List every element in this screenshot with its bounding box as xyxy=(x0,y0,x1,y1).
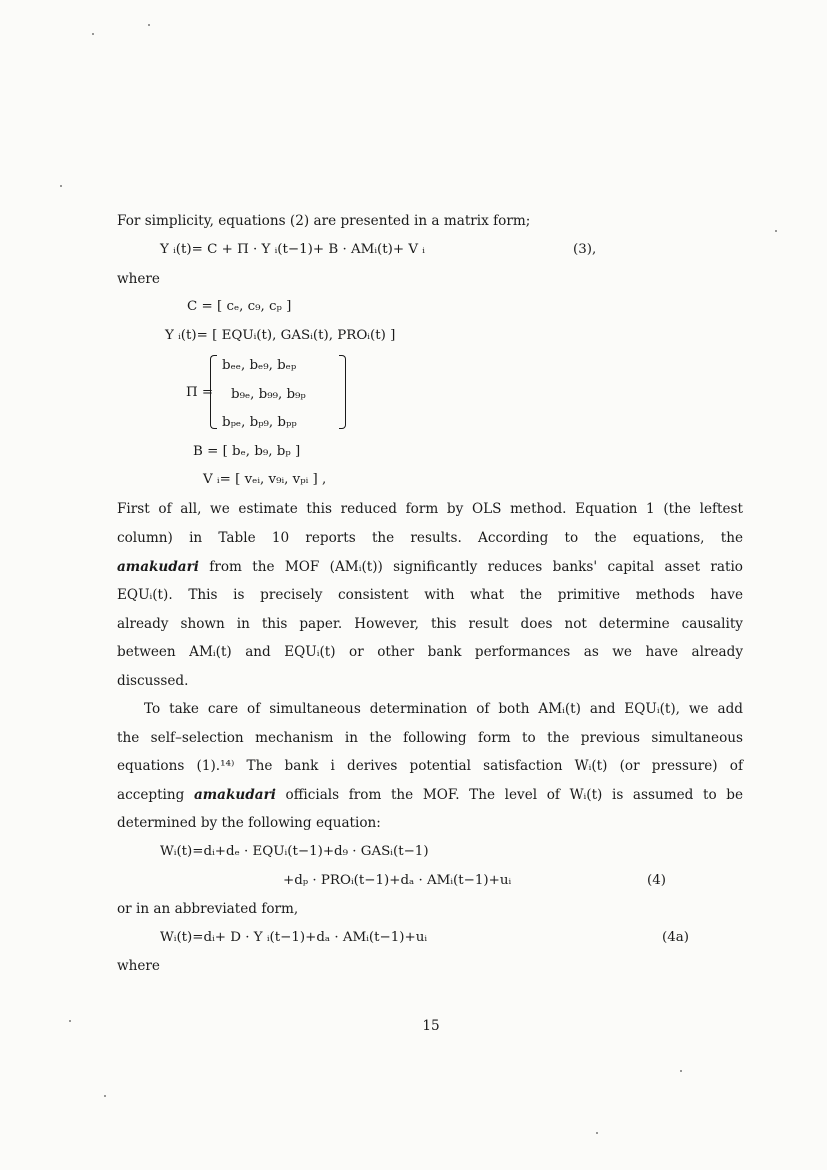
scan-speck xyxy=(148,24,150,26)
paragraph-1-line: First of all, we estimate this reduced form by OLS method. Equation 1 (the leftest xyxy=(117,501,743,517)
equation-4-line-1: Wᵢ(t)=dᵢ+dₑ · EQUᵢ(t−1)+d₉ · GASᵢ(t−1) xyxy=(160,844,429,859)
definition-c: C = [ cₑ, c₉, cₚ ] xyxy=(187,299,292,314)
paragraph-1-line: discussed. xyxy=(117,673,189,689)
scan-speck xyxy=(104,1095,106,1097)
pi-matrix-row: bₑₑ, bₑ₉, bₑₚ xyxy=(222,358,297,373)
paragraph-1-line: EQUᵢ(t). This is precisely consistent with what the primitive methods have xyxy=(117,587,743,603)
paragraph-2-line: the self–selection mechanism in the following form to the previous simultaneous xyxy=(117,730,743,746)
emphasis-amakudari: amakudari xyxy=(193,787,276,803)
abbreviated-form-text: or in an abbreviated form, xyxy=(117,901,299,917)
scan-speck xyxy=(775,230,777,232)
scan-speck xyxy=(680,1070,682,1072)
scan-speck xyxy=(92,33,94,35)
paragraph-2-line xyxy=(117,786,743,804)
paragraph-2-line: determined by the following equation: xyxy=(117,815,381,831)
definition-y: Y ᵢ(t)= [ EQUᵢ(t), GASᵢ(t), PROᵢ(t) ] xyxy=(165,328,396,343)
equation-3: Y ᵢ(t)= C + Π · Y ᵢ(t−1)+ B · AMᵢ(t)+ V ᵢ xyxy=(160,242,425,257)
definition-b: B = [ bₑ, b₉, bₚ ] xyxy=(193,444,301,459)
equation-3-number: (3), xyxy=(573,242,597,257)
paragraph-2-line: To take care of simultaneous determination of both AMᵢ(t) and EQUᵢ(t), we add xyxy=(144,701,743,717)
paragraph-2-line: equations (1).¹⁴⁾ The bank i derives potential satisfaction Wᵢ(t) (or pressure) of xyxy=(117,758,743,774)
where-label: where xyxy=(117,271,160,287)
page-number: 15 xyxy=(422,1018,440,1034)
paragraph-text: officials from the MOF. The level of Wᵢ(t) is assumed to be xyxy=(275,787,743,803)
intro-text: For simplicity, equations (2) are presented in a matrix form; xyxy=(117,213,531,229)
definition-v: V ᵢ= [ vₑᵢ, v₉ᵢ, vₚᵢ ] , xyxy=(203,472,327,487)
matrix-left-bracket xyxy=(210,355,217,429)
paragraph-text: from the MOF (AMᵢ(t)) significantly reduces banks' capital asset ratio xyxy=(198,559,743,575)
paragraph-1-line: column) in Table 10 reports the results. According to the equations, the xyxy=(117,530,743,546)
pi-matrix-row: b₉ₑ, b₉₉, b₉ₚ xyxy=(231,387,306,402)
paragraph-1-line xyxy=(117,558,743,576)
scan-speck xyxy=(60,185,62,187)
where-label: where xyxy=(117,958,160,974)
scan-speck xyxy=(596,1132,598,1134)
emphasis-amakudari: amakudari xyxy=(117,559,199,575)
matrix-right-bracket xyxy=(339,355,346,429)
paragraph-1-line: already shown in this paper. However, this result does not determine causality xyxy=(117,616,743,632)
equation-4-number: (4) xyxy=(647,873,666,888)
paragraph-text: accepting xyxy=(117,787,194,803)
equation-4a-number: (4a) xyxy=(662,930,689,945)
paragraph-1-line: between AMᵢ(t) and EQUᵢ(t) or other bank performances as we have already xyxy=(117,644,743,660)
pi-matrix-label: Π = xyxy=(186,385,214,400)
equation-4-line-2: +dₚ · PROᵢ(t−1)+dₐ · AMᵢ(t−1)+uᵢ xyxy=(283,873,512,888)
pi-matrix-row: bₚₑ, bₚ₉, bₚₚ xyxy=(222,415,297,430)
equation-4a: Wᵢ(t)=dᵢ+ D · Y ᵢ(t−1)+dₐ · AMᵢ(t−1)+uᵢ xyxy=(160,930,428,945)
